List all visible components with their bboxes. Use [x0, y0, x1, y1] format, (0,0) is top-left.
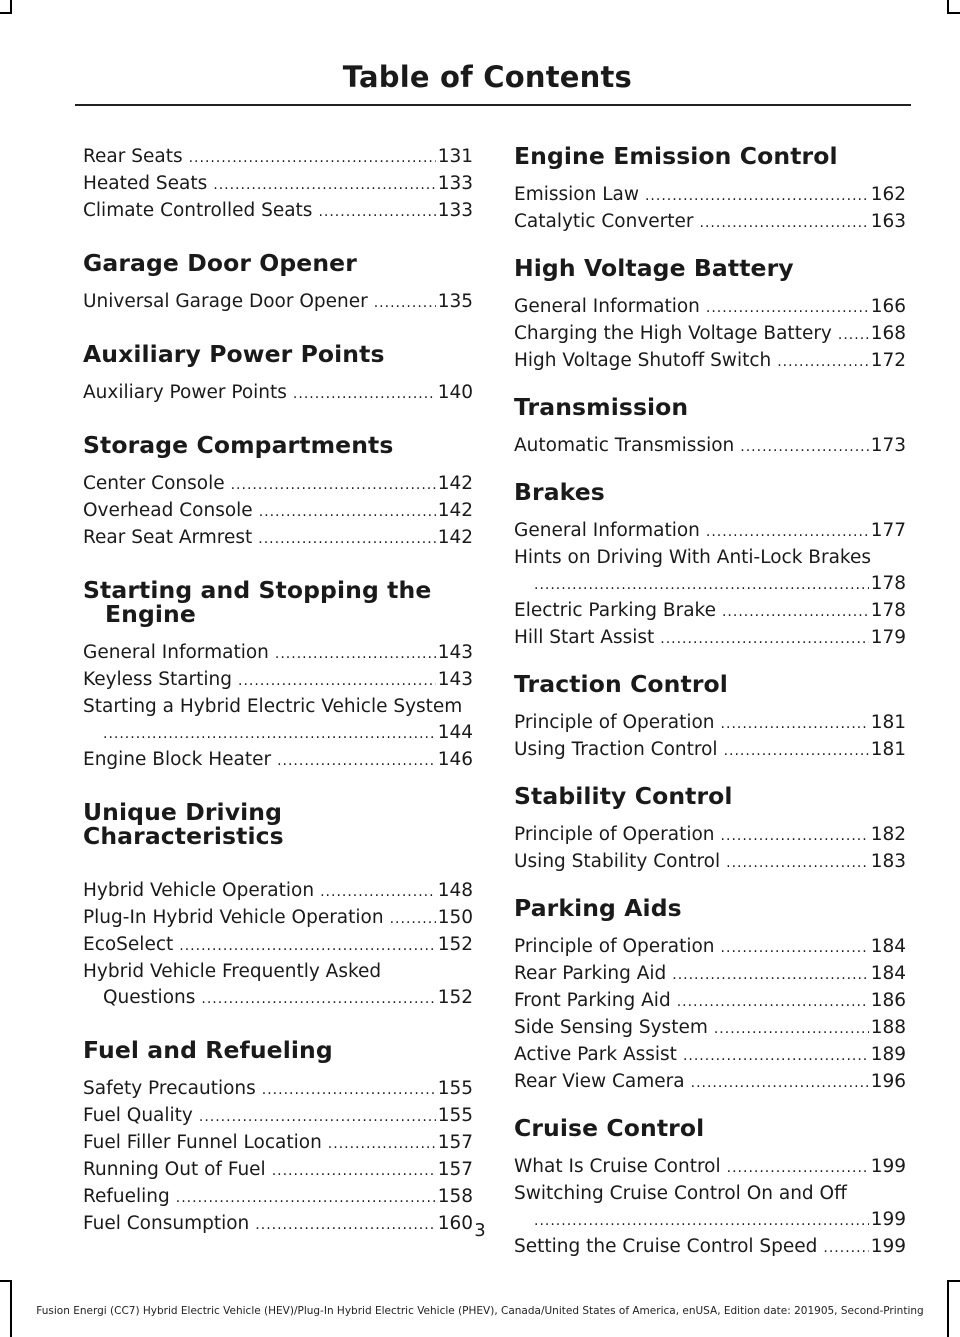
toc-entry[interactable]	[83, 667, 473, 694]
entry-row	[83, 905, 473, 932]
dot-leader	[706, 519, 869, 545]
section-title	[514, 480, 906, 504]
entry-label: Electric Parking Brake	[514, 600, 716, 621]
toc-entry[interactable]	[83, 932, 473, 959]
dot-leader	[258, 526, 435, 552]
crop-mark	[0, 12, 12, 14]
entry-label: Hints on Driving With Anti-Lock Brakes	[514, 547, 872, 568]
entry-page-number: 184	[870, 963, 906, 984]
entry-row	[514, 433, 906, 460]
entry-row	[83, 525, 473, 552]
dot-leader	[199, 1104, 436, 1130]
dot-leader	[645, 183, 869, 209]
entry-row	[83, 878, 473, 905]
section-title	[514, 896, 906, 920]
entry-row	[514, 182, 906, 209]
entry-page-number: 172	[870, 350, 906, 371]
toc-entry[interactable]	[83, 289, 473, 316]
entry-label: Active Park Assist	[514, 1044, 677, 1065]
entry-label: Using Stability Control	[514, 851, 721, 872]
toc-entry[interactable]	[514, 961, 906, 988]
entry-page-number: 183	[870, 851, 906, 872]
entry-row	[83, 985, 473, 1012]
toc-entry[interactable]	[514, 1154, 906, 1181]
entry-page-number: 131	[437, 146, 473, 167]
entry-label: Fuel Quality	[83, 1105, 193, 1126]
section-title-text: Unique Driving Characteristics	[83, 798, 284, 850]
entry-label: Hybrid Vehicle Frequently Asked	[83, 961, 382, 982]
section-title-text: Cruise Control	[514, 1114, 705, 1142]
toc-section	[514, 784, 906, 876]
entry-page-number: 143	[437, 669, 473, 690]
page-number: 3	[474, 1220, 486, 1241]
entry-label: EcoSelect	[83, 934, 174, 955]
entry-label: Center Console	[83, 473, 225, 494]
entry-row	[83, 1130, 473, 1157]
entry-page-number: 178	[870, 600, 906, 621]
section-title-continuation: Engine	[105, 600, 196, 628]
toc-entry[interactable]	[83, 171, 473, 198]
entry-page-number: 133	[437, 200, 473, 221]
toc-entry[interactable]	[514, 988, 906, 1015]
dot-leader	[714, 1016, 869, 1042]
dot-leader	[722, 599, 869, 625]
section-title-text: Starting and Stopping the	[83, 576, 432, 604]
entry-label: Setting the Cruise Control Speed	[514, 1236, 818, 1257]
toc-entry[interactable]	[514, 433, 906, 460]
entry-label: General Information	[514, 520, 700, 541]
toc-section	[514, 672, 906, 764]
entry-page-number: 179	[870, 627, 906, 648]
toc-entry[interactable]	[83, 144, 473, 171]
entry-label: Refueling	[83, 1186, 170, 1207]
toc-section	[83, 578, 473, 774]
toc-entry[interactable]	[514, 209, 906, 236]
entry-row	[514, 988, 906, 1015]
toc-entry[interactable]	[83, 380, 473, 407]
entry-label: Climate Controlled Seats	[83, 200, 313, 221]
entry-page-number: 163	[870, 211, 906, 232]
entry-label: Side Sensing System	[514, 1017, 708, 1038]
section-title	[514, 672, 906, 696]
dot-leader	[328, 1131, 436, 1157]
entry-row	[83, 471, 473, 498]
entry-page-number: 135	[437, 291, 473, 312]
toc-entry[interactable]	[83, 747, 473, 774]
dot-leader	[213, 172, 435, 198]
crop-mark	[947, 12, 960, 14]
toc-section	[83, 144, 473, 225]
toc-entry[interactable]	[514, 737, 906, 764]
entry-label: Emission Law	[514, 184, 639, 205]
section-title	[83, 800, 473, 848]
entry-row	[83, 640, 473, 667]
dot-leader	[272, 1158, 436, 1184]
entry-page-number: 142	[437, 473, 473, 494]
entry-label: Catalytic Converter	[514, 211, 694, 232]
dot-leader	[672, 962, 868, 988]
entry-label: Fuel Consumption	[83, 1213, 250, 1234]
dot-leader	[277, 748, 436, 774]
toc-entry[interactable]	[83, 640, 473, 667]
toc-entry[interactable]	[83, 1157, 473, 1184]
entry-page-number: 186	[870, 990, 906, 1011]
entry-row	[83, 667, 473, 694]
entry-row	[514, 1154, 906, 1181]
entry-row	[514, 294, 906, 321]
entry-label: Hybrid Vehicle Operation	[83, 880, 315, 901]
toc-section	[83, 1038, 473, 1238]
toc-entry[interactable]	[514, 625, 906, 652]
dot-leader	[189, 145, 436, 171]
toc-entry[interactable]	[514, 348, 906, 375]
section-title	[514, 144, 906, 168]
entry-page-number: 150	[437, 907, 473, 928]
entry-label: Fuel Filler Funnel Location	[83, 1132, 322, 1153]
toc-section	[514, 480, 906, 652]
section-title	[83, 1038, 473, 1062]
entry-label: Using Traction Control	[514, 739, 718, 760]
entry-label: Heated Seats	[83, 173, 208, 194]
entry-page-number: 155	[437, 1105, 473, 1126]
entry-label: Rear View Camera	[514, 1071, 685, 1092]
dot-leader	[534, 572, 869, 598]
dot-leader	[724, 738, 869, 764]
section-title-text: Storage Compartments	[83, 431, 394, 459]
dot-leader	[259, 499, 436, 525]
entry-label: Running Out of Fuel	[83, 1159, 266, 1180]
toc-left-column	[83, 144, 473, 1238]
toc-entry[interactable]	[514, 1015, 906, 1042]
entry-row	[514, 934, 906, 961]
dot-leader	[740, 434, 868, 460]
dot-leader	[721, 823, 869, 849]
entry-row	[83, 1103, 473, 1130]
section-title	[514, 1116, 906, 1140]
entry-row	[514, 1015, 906, 1042]
header-divider	[75, 104, 911, 106]
section-title	[83, 342, 473, 366]
entry-page-number: 143	[437, 642, 473, 663]
dot-leader	[201, 986, 435, 1012]
dot-leader	[777, 349, 868, 375]
entry-page-number: 166	[870, 296, 906, 317]
entry-row	[83, 720, 473, 747]
toc-section	[83, 433, 473, 552]
section-title-text: Brakes	[514, 478, 605, 506]
dot-leader	[293, 381, 436, 407]
toc-section	[514, 896, 906, 1096]
dot-leader	[721, 935, 869, 961]
entry-label: Rear Seat Armrest	[83, 527, 253, 548]
dot-leader	[231, 472, 436, 498]
entry-page-number: 146	[437, 749, 473, 770]
toc-entry[interactable]	[83, 198, 473, 225]
toc-section	[83, 800, 473, 1012]
entry-page-number: 160	[437, 1213, 473, 1234]
entry-page-number: 142	[437, 527, 473, 548]
entry-row	[83, 171, 473, 198]
entry-label: High Voltage Shutoff Switch	[514, 350, 772, 371]
dot-leader	[390, 906, 436, 932]
dot-leader	[179, 933, 435, 959]
section-title	[514, 256, 906, 280]
toc-entry[interactable]	[83, 471, 473, 498]
section-title-text: High Voltage Battery	[514, 254, 794, 282]
toc-entry[interactable]	[514, 1069, 906, 1096]
toc-entry[interactable]	[514, 934, 906, 961]
section-title-text: Fuel and Refueling	[83, 1036, 333, 1064]
dot-leader	[238, 668, 436, 694]
entry-label: Automatic Transmission	[514, 435, 735, 456]
dot-leader	[318, 199, 435, 225]
entry-page-number: 148	[437, 880, 473, 901]
entry-row	[83, 144, 473, 171]
entry-page-number: 142	[437, 500, 473, 521]
entry-page-number: 162	[870, 184, 906, 205]
toc-entry[interactable]	[514, 518, 906, 545]
entry-page-number: 152	[437, 987, 473, 1008]
section-title-text: Traction Control	[514, 670, 728, 698]
dot-leader	[103, 721, 436, 747]
entry-label: Keyless Starting	[83, 669, 233, 690]
dot-leader	[721, 711, 869, 737]
toc-entry[interactable]	[514, 545, 906, 598]
entry-row	[514, 849, 906, 876]
page-title: Table of Contents	[342, 60, 632, 94]
section-title-text: Auxiliary Power Points	[83, 340, 385, 368]
entry-page-number: 168	[870, 323, 906, 344]
entry-label: Rear Parking Aid	[514, 963, 667, 984]
toc-entry[interactable]	[514, 598, 906, 625]
dot-leader	[700, 210, 869, 236]
entry-page-number: 155	[437, 1078, 473, 1099]
toc-entry[interactable]	[83, 1076, 473, 1103]
dot-leader	[320, 879, 436, 905]
toc-entry[interactable]	[514, 1042, 906, 1069]
toc-section	[514, 256, 906, 375]
entry-row	[514, 518, 906, 545]
entry-page-number: 199	[870, 1236, 906, 1257]
entry-label: Starting a Hybrid Electric Vehicle System	[83, 696, 463, 717]
dot-leader	[176, 1185, 436, 1211]
toc-entry[interactable]	[83, 878, 473, 905]
dot-leader	[275, 641, 436, 667]
entry-label: General Information	[83, 642, 269, 663]
toc-entry[interactable]	[83, 498, 473, 525]
toc-section	[83, 251, 473, 316]
section-title-text: Garage Door Opener	[83, 249, 357, 277]
entry-page-number: 144	[437, 722, 473, 743]
entry-page-number: 189	[870, 1044, 906, 1065]
entry-row	[83, 198, 473, 225]
dot-leader	[660, 626, 868, 652]
entry-label: Principle of Operation	[514, 936, 715, 957]
entry-row	[514, 209, 906, 236]
entry-label: Switching Cruise Control On and Off	[514, 1183, 847, 1204]
entry-page-number: 177	[870, 520, 906, 541]
dot-leader	[683, 1043, 869, 1069]
entry-page-number: 196	[870, 1071, 906, 1092]
entry-page-number: 182	[870, 824, 906, 845]
entry-row	[83, 1076, 473, 1103]
toc-entry[interactable]	[83, 1130, 473, 1157]
entry-row	[83, 932, 473, 959]
entry-row	[83, 1184, 473, 1211]
dot-leader	[726, 850, 869, 876]
toc-entry[interactable]	[83, 905, 473, 932]
toc-entry[interactable]	[514, 182, 906, 209]
entry-label: Safety Precautions	[83, 1078, 256, 1099]
section-title	[83, 433, 473, 457]
entry-label: Principle of Operation	[514, 824, 715, 845]
entry-label: Hill Start Assist	[514, 627, 655, 648]
entry-label: Engine Block Heater	[83, 749, 272, 770]
entry-row	[83, 747, 473, 774]
section-title-text: Engine Emission Control	[514, 142, 838, 170]
entry-page-number: 152	[437, 934, 473, 955]
toc-entry[interactable]	[514, 710, 906, 737]
section-title-text: Transmission	[514, 393, 689, 421]
entry-label: Principle of Operation	[514, 712, 715, 733]
dot-leader	[374, 290, 436, 316]
toc-entry[interactable]	[83, 694, 473, 747]
entry-row	[514, 710, 906, 737]
entry-page-number: 181	[870, 712, 906, 733]
toc-entry[interactable]	[514, 849, 906, 876]
toc-entry[interactable]	[83, 959, 473, 1012]
toc-section	[514, 395, 906, 460]
entry-page-number: 199	[870, 1209, 906, 1230]
entry-row	[514, 571, 906, 598]
entry-page-number: 199	[870, 1156, 906, 1177]
entry-page-number: 140	[437, 382, 473, 403]
toc-entry[interactable]	[83, 525, 473, 552]
toc-entry[interactable]	[83, 1184, 473, 1211]
entry-label: Front Parking Aid	[514, 990, 671, 1011]
entry-page-number: 181	[870, 739, 906, 760]
entry-label: General Information	[514, 296, 700, 317]
entry-row	[514, 625, 906, 652]
section-title-text: Parking Aids	[514, 894, 682, 922]
toc-entry[interactable]	[514, 321, 906, 348]
toc-entry[interactable]	[514, 294, 906, 321]
toc-section	[83, 342, 473, 407]
entry-label: Charging the High Voltage Battery	[514, 323, 832, 344]
section-title-text: Stability Control	[514, 782, 733, 810]
entry-label: Plug-In Hybrid Vehicle Operation	[83, 907, 384, 928]
crop-mark	[947, 1280, 960, 1282]
entry-label-continuation: Questions	[103, 987, 196, 1008]
dot-leader	[262, 1077, 436, 1103]
entry-row	[83, 289, 473, 316]
section-title	[514, 395, 906, 419]
section-title	[514, 784, 906, 808]
dot-leader	[691, 1070, 869, 1096]
section-title	[83, 578, 473, 626]
toc-entry[interactable]	[83, 1103, 473, 1130]
entry-label: Universal Garage Door Opener	[83, 291, 368, 312]
toc-right-column	[514, 144, 906, 1261]
entry-row	[514, 321, 906, 348]
entry-page-number: 178	[870, 573, 906, 594]
dot-leader	[838, 322, 869, 348]
section-title	[83, 251, 473, 275]
entry-row	[514, 598, 906, 625]
entry-row	[514, 822, 906, 849]
entry-row	[83, 498, 473, 525]
dot-leader	[677, 989, 869, 1015]
entry-page-number: 157	[437, 1159, 473, 1180]
entry-row	[514, 348, 906, 375]
toc-section	[514, 144, 906, 236]
entry-page-number: 158	[437, 1186, 473, 1207]
dot-leader	[727, 1155, 869, 1181]
entry-label: Overhead Console	[83, 500, 253, 521]
entry-label: Auxiliary Power Points	[83, 382, 287, 403]
entry-page-number: 184	[870, 936, 906, 957]
crop-mark	[0, 1280, 12, 1282]
entry-row	[83, 380, 473, 407]
edition-info: Fusion Energi (CC7) Hybrid Electric Vehicle (HEV)/Plug-In Hybrid Electric Vehicle (PHEV), Canada/United States of America, enUSA, Edition date: 201905, Second-Printing	[36, 1305, 924, 1317]
entry-page-number: 173	[870, 435, 906, 456]
entry-page-number: 157	[437, 1132, 473, 1153]
entry-row	[514, 1069, 906, 1096]
dot-leader	[706, 295, 869, 321]
entry-row	[514, 961, 906, 988]
entry-label: Rear Seats	[83, 146, 183, 167]
entry-page-number: 188	[870, 1017, 906, 1038]
entry-page-number: 133	[437, 173, 473, 194]
entry-label: What Is Cruise Control	[514, 1156, 721, 1177]
toc-entry[interactable]	[514, 822, 906, 849]
entry-row	[83, 1157, 473, 1184]
entry-row	[514, 1042, 906, 1069]
entry-row	[514, 737, 906, 764]
